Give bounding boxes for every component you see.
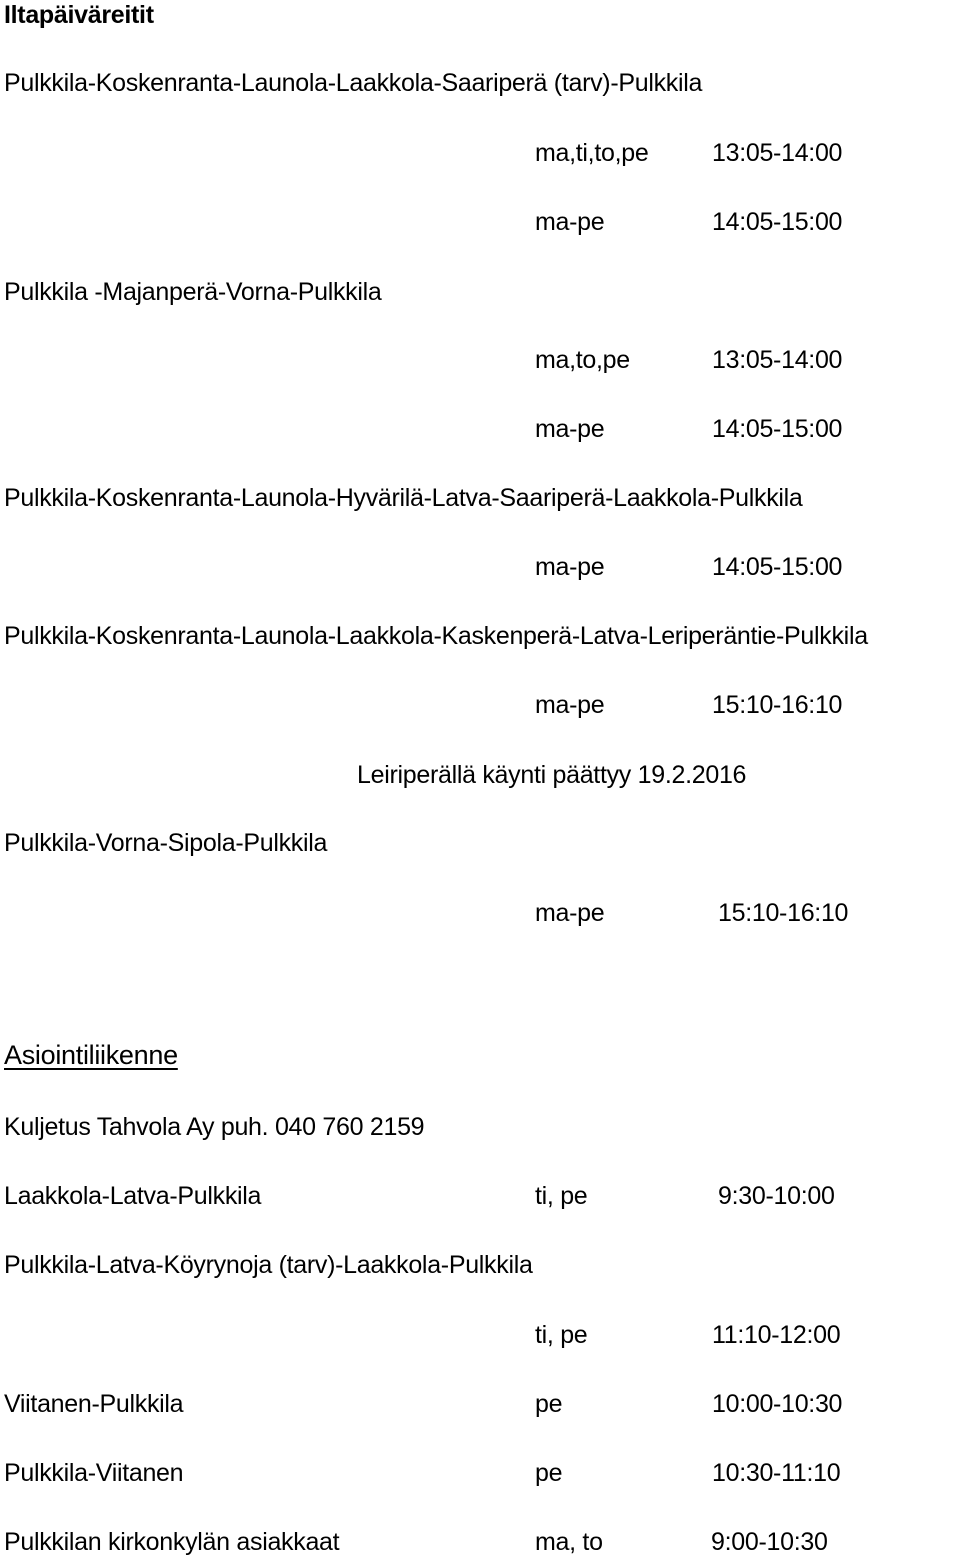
route-time: 15:10-16:10	[712, 691, 843, 719]
trip-days: ma, to	[535, 1528, 603, 1556]
trip-name: Pulkkilan kirkonkylän asiakkaat	[4, 1528, 340, 1556]
trip-time: 9:00-10:30	[711, 1528, 828, 1556]
trip-time: 10:00-10:30	[712, 1390, 843, 1418]
route-days: ma,to,pe	[535, 346, 630, 374]
route-time: 13:05-14:00	[712, 139, 843, 167]
trip-name: Viitanen-Pulkkila	[4, 1390, 184, 1418]
route-name: Pulkkila-Koskenranta-Launola-Laakkola-Saariperä (tarv)-Pulkkila	[4, 69, 703, 97]
route-time: 13:05-14:00	[712, 346, 843, 374]
operator-info: Kuljetus Tahvola Ay puh. 040 760 2159	[4, 1113, 425, 1141]
route-note: Leiriperällä käynti päättyy 19.2.2016	[357, 761, 747, 789]
trip-days: ti, pe	[535, 1182, 588, 1210]
trip-days: ti, pe	[535, 1321, 588, 1349]
trip-name: Laakkola-Latva-Pulkkila	[4, 1182, 262, 1210]
route-time: 15:10-16:10	[718, 899, 849, 927]
route-time: 14:05-15:00	[712, 208, 843, 236]
route-days: ma-pe	[535, 899, 605, 927]
route-time: 14:05-15:00	[712, 553, 843, 581]
route-days: ma-pe	[535, 691, 605, 719]
trip-days: pe	[535, 1390, 563, 1418]
trip-days: pe	[535, 1459, 563, 1487]
trip-name: Pulkkila-Latva-Köyrynoja (tarv)-Laakkola-Pulkkila	[4, 1251, 533, 1279]
route-name: Pulkkila-Vorna-Sipola-Pulkkila	[4, 829, 328, 857]
trip-time: 11:10-12:00	[712, 1321, 841, 1349]
route-days: ma-pe	[535, 415, 605, 443]
section-heading: Asiointiliikenne	[4, 1040, 178, 1070]
route-name: Pulkkila-Koskenranta-Launola-Hyvärilä-Latva-Saariperä-Laakkola-Pulkkila	[4, 484, 803, 512]
trip-time: 10:30-11:10	[712, 1459, 841, 1487]
route-days: ma-pe	[535, 208, 605, 236]
route-name: Pulkkila -Majanperä-Vorna-Pulkkila	[4, 278, 382, 306]
route-days: ma,ti,to,pe	[535, 139, 649, 167]
page-title: Iltapäiväreitit	[4, 1, 154, 29]
route-days: ma-pe	[535, 553, 605, 581]
trip-name: Pulkkila-Viitanen	[4, 1459, 184, 1487]
trip-time: 9:30-10:00	[718, 1182, 835, 1210]
route-name: Pulkkila-Koskenranta-Launola-Laakkola-Kaskenperä-Latva-Leriperäntie-Pulkkila	[4, 622, 868, 650]
route-time: 14:05-15:00	[712, 415, 843, 443]
